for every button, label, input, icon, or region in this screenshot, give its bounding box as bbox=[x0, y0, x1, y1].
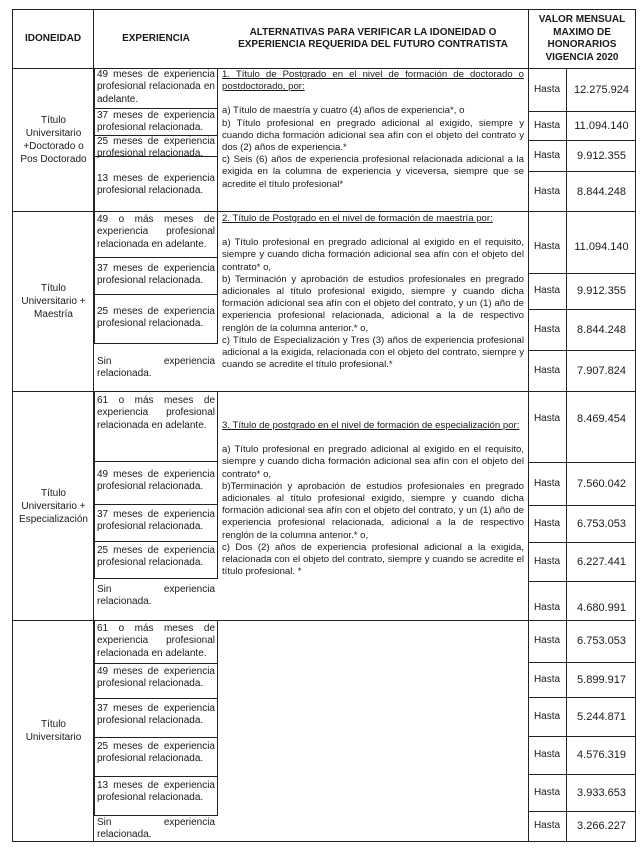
hasta-label: Hasta bbox=[533, 786, 561, 798]
hasta-label: Hasta bbox=[533, 673, 561, 685]
header-experiencia: EXPERIENCIA bbox=[122, 32, 190, 44]
exp-text: 49 o más meses de experiencia profesional relacionada en adelante. bbox=[97, 214, 215, 250]
exp-text: Sin experiencia relacionada. bbox=[97, 584, 215, 608]
valor-amount: 4.576.319 bbox=[577, 749, 626, 762]
valor-amount: 9.912.355 bbox=[577, 149, 626, 162]
valor-amount: 5.899.917 bbox=[577, 673, 626, 686]
alternativas-item: b)Terminación y aprobación de estudios profesionales en pregrado adicionales al título profesional exigido, siempre y cuando dicha formación adicional sea afín con el objeto del contrato, y un (1) año de experiencia profesional relacionada, adicional a la de respectivo renglón de la columna anterior.* o, bbox=[222, 480, 524, 541]
hasta-label: Hasta bbox=[533, 635, 561, 647]
exp-text: 37 meses de experiencia profesional relacionada. bbox=[97, 703, 215, 727]
hasta-label: Hasta bbox=[533, 365, 561, 377]
alternativas-item: c) Título de Especialización y Tres (3) años de experiencia profesional adicional a la exigida, relacionada con el objeto del contrato, siempre y cuando se acredite el título profesional.* bbox=[222, 334, 524, 371]
alternativas-item: a) Título de maestría y cuatro (4) años de experiencia*, o bbox=[222, 105, 465, 117]
alternativas-item: c) Seis (6) años de experiencia profesional relacionada adicional a la exigida en la columna de experiencia y viceversa, siempre que se acredite el título profesional* bbox=[222, 154, 524, 190]
idoneidad-cell: Título Universitario bbox=[25, 719, 82, 743]
hasta-label: Hasta bbox=[533, 412, 561, 424]
hasta-label: Hasta bbox=[533, 285, 561, 297]
hasta-label: Hasta bbox=[533, 477, 561, 489]
hasta-label: Hasta bbox=[533, 185, 561, 197]
header-valor: VALOR MENSUAL MAXIMO DE HONORARIOS VIGENCIA 2020 bbox=[538, 14, 626, 63]
valor-amount: 11.094.140 bbox=[574, 119, 629, 132]
valor-amount: 12.275.924 bbox=[573, 83, 630, 96]
exp-text: 37 meses de experiencia profesional relacionada. bbox=[97, 263, 215, 287]
hasta-label: Hasta bbox=[533, 241, 561, 253]
exp-text: 37 meses de experiencia profesional relacionada. bbox=[97, 509, 215, 533]
exp-text: 49 meses de experiencia profesional relacionada en adelante. bbox=[97, 69, 215, 105]
hasta-label: Hasta bbox=[533, 517, 561, 529]
alternativas-item: a) Título profesional en pregrado adicional al exigido en el requisito, siempre y cuando dicha formación adicional sea afín con el objeto del contrato* o, bbox=[222, 444, 524, 480]
valor-amount: 7.907.824 bbox=[577, 365, 626, 378]
idoneidad-cell: Título Universitario + Especialización bbox=[19, 487, 88, 525]
alternativas-block bbox=[218, 213, 528, 391]
exp-text: Sin experiencia relacionada. bbox=[97, 817, 215, 841]
exp-text: 25 meses de experiencia profesional relacionada. bbox=[97, 545, 215, 569]
valor-amount: 9.912.355 bbox=[577, 285, 626, 298]
valor-amount: 6.753.053 bbox=[577, 517, 626, 530]
alternativas-title: 3. Título de postgrado en el nivel de formación de especialización por: bbox=[222, 420, 520, 431]
hasta-label: Hasta bbox=[533, 555, 561, 567]
alternativas-item: c) Dos (2) años de experiencia profesional adicional a la exigida, relacionada con el objeto del contrato, siempre y cuando se acredite el título profesional. * bbox=[222, 541, 524, 578]
valor-amount: 3.266.227 bbox=[577, 820, 626, 833]
hasta-label: Hasta bbox=[533, 820, 561, 832]
valor-amount: 8.844.248 bbox=[577, 185, 626, 198]
hasta-label: Hasta bbox=[533, 602, 561, 614]
header-alternativas: ALTERNATIVAS PARA VERIFICAR LA IDONEIDAD O EXPERIENCIA REQUERIDA DEL FUTURO CONTRATISTA bbox=[238, 26, 508, 50]
exp-text: 61 o más meses de experiencia profesional relacionada en adelante. bbox=[97, 623, 215, 659]
valor-amount: 8.844.248 bbox=[577, 323, 626, 336]
exp-text: 49 meses de experiencia profesional relacionada. bbox=[97, 666, 215, 690]
valor-amount: 5.244.871 bbox=[577, 710, 626, 723]
alternativas-item: b) Terminación y aprobación de estudios profesionales en pregrado adicionales al título profesional exigido, siempre y cuando dicha formación adicional sea afín con el objeto del contrato, y un (1) año de experiencia profesional relacionada, adicional a la de respectivo renglón de la columna anterior.* o, bbox=[222, 273, 524, 334]
idoneidad-cell: Título Universitario +Doctorado o Pos Doctorado bbox=[20, 115, 87, 165]
exp-text: Sin experiencia relacionada. bbox=[97, 356, 215, 380]
alternativas-item: b) Título profesional en pregrado adicional al exigido, siempre y cuando dicha formación adicional sea afín con el objeto del contrato y dos (2) años de experiencia.* bbox=[222, 117, 524, 154]
hasta-label: Hasta bbox=[533, 749, 561, 761]
exp-text: 25 meses de experiencia profesional relacionada. bbox=[97, 741, 215, 765]
valor-amount: 4.680.991 bbox=[577, 602, 626, 615]
header-idoneidad: IDONEIDAD bbox=[24, 32, 82, 44]
exp-text: 37 meses de experiencia profesional relacionada. bbox=[97, 110, 215, 134]
alternativas-item: a) Título profesional en pregrado adicional al exigido en el requisito, siempre y cuando dicha formación adicional sea afín con el objeto del contrato* o, bbox=[222, 237, 524, 273]
alternativas-title: 1. Título de Postgrado en el nivel de formación de doctorado o postdoctorado, por: bbox=[222, 69, 524, 93]
exp-text: 61 o más meses de experiencia profesional relacionada en adelante. bbox=[97, 395, 215, 431]
exp-text: 25 meses de experiencia profesional relacionada. bbox=[97, 306, 215, 330]
valor-amount: 6.753.053 bbox=[577, 635, 626, 648]
exp-text: 13 meses de experiencia profesional relacionada. bbox=[97, 173, 215, 197]
exp-text: 13 meses de experiencia profesional relacionada. bbox=[97, 780, 215, 804]
exp-text: 49 meses de experiencia profesional relacionada. bbox=[97, 469, 215, 493]
hasta-label: Hasta bbox=[533, 710, 561, 722]
hasta-label: Hasta bbox=[533, 119, 561, 131]
hasta-label: Hasta bbox=[533, 323, 561, 335]
alternativas-empty bbox=[218, 620, 528, 842]
valor-amount: 6.227.441 bbox=[577, 555, 626, 568]
idoneidad-cell: Título Universitario + Maestría bbox=[21, 283, 86, 320]
valor-amount: 8.469.454 bbox=[577, 412, 626, 425]
valor-amount: 7.560.042 bbox=[577, 477, 626, 490]
alternativas-block bbox=[218, 420, 528, 610]
hasta-label: Hasta bbox=[533, 83, 561, 95]
valor-amount: 3.933.653 bbox=[577, 786, 626, 799]
exp-text: 25 meses de experiencia profesional relacionada. bbox=[97, 136, 215, 160]
hasta-label: Hasta bbox=[533, 149, 561, 161]
alternativas-title: 2. Título de Postgrado en el nivel de formación de maestría por: bbox=[222, 213, 493, 224]
valor-amount: 11.094.140 bbox=[574, 241, 629, 254]
alternativas-block bbox=[218, 69, 528, 211]
